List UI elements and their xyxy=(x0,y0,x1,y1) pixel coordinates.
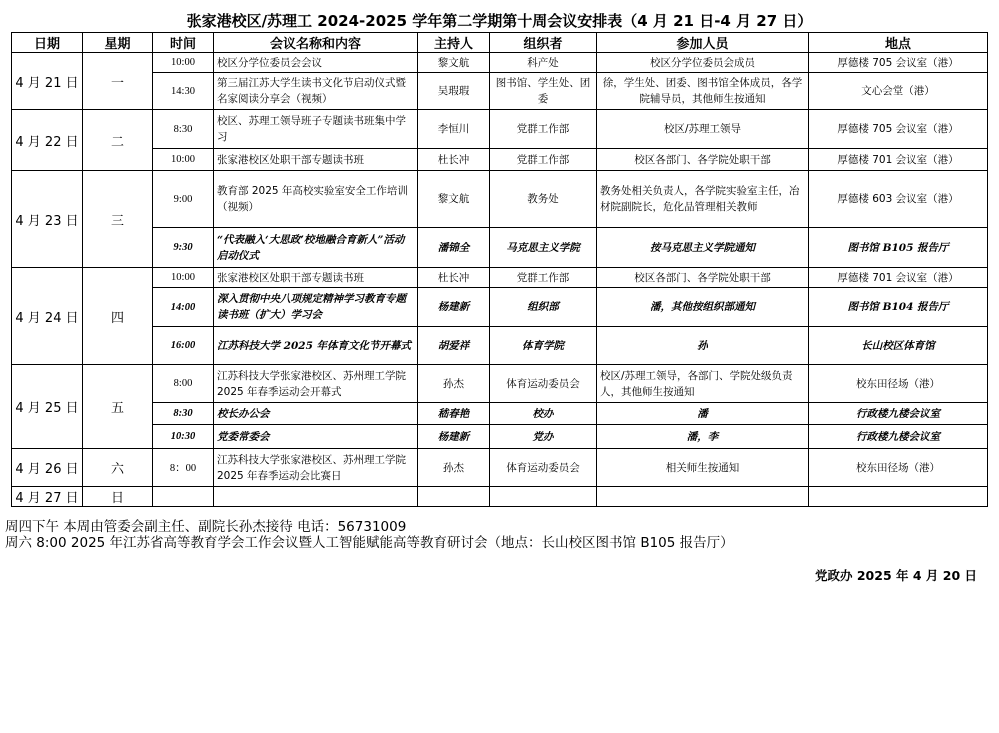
date-cell: 4 月 24 日 xyxy=(12,268,83,365)
table-row xyxy=(12,171,988,228)
meeting-cell: 深入贯彻中央八项规定精神学习教育专题读书班（扩大）学习会 xyxy=(214,288,418,327)
host-cell: 杜长冲 xyxy=(418,268,490,288)
table-row xyxy=(12,268,988,288)
header-date: 日期 xyxy=(12,33,83,53)
date-cell: 4 月 26 日 xyxy=(12,449,83,487)
schedule-table xyxy=(11,32,988,507)
time-cell: 10:00 xyxy=(153,268,214,288)
attendees-cell: 按马克思主义学院通知 xyxy=(597,228,809,268)
date-cell: 4 月 25 日 xyxy=(12,365,83,449)
location-cell: 校东田径场（港） xyxy=(809,365,988,403)
location-cell: 行政楼九楼会议室 xyxy=(809,403,988,425)
meeting-cell: 江苏科技大学 2025 年体育文化节开幕式 xyxy=(214,327,418,365)
header-organizer: 组织者 xyxy=(490,33,597,53)
attendees-cell: 校区/苏理工领导，各部门、学院处级负责人，其他师生按通知 xyxy=(597,365,809,403)
location-cell: 厚德楼 705 会议室（港） xyxy=(809,53,988,73)
table-row xyxy=(12,288,988,327)
host-cell: 孙杰 xyxy=(418,449,490,487)
meeting-cell: 教育部 2025 年高校实验室安全工作培训（视频） xyxy=(214,171,418,228)
time-cell: 8:00 xyxy=(153,365,214,403)
time-cell xyxy=(153,487,214,507)
meeting-cell: 校长办公会 xyxy=(214,403,418,425)
weekday-cell: 日 xyxy=(83,487,153,507)
date-cell: 4 月 22 日 xyxy=(12,110,83,171)
table-row xyxy=(12,449,988,487)
date-cell: 4 月 27 日 xyxy=(12,487,83,507)
location-cell: 厚德楼 701 会议室（港） xyxy=(809,268,988,288)
location-cell: 图书馆 B104 报告厅 xyxy=(809,288,988,327)
attendees-cell: 潘，李 xyxy=(597,425,809,449)
location-cell: 文心会堂（港） xyxy=(809,73,988,110)
time-cell: 9:00 xyxy=(153,171,214,228)
attendees-cell: 校区各部门、各学院处职干部 xyxy=(597,149,809,171)
host-cell: 胡爱祥 xyxy=(418,327,490,365)
attendees-cell: 教务处相关负责人，各学院实验室主任，冶材院副院长，危化品管理相关教师 xyxy=(597,171,809,228)
location-cell: 厚德楼 603 会议室（港） xyxy=(809,171,988,228)
table-row xyxy=(12,53,988,73)
table-row xyxy=(12,228,988,268)
meeting-cell: 校区、苏理工领导班子专题读书班集中学习 xyxy=(214,110,418,149)
meeting-cell: 张家港校区处职干部专题读书班 xyxy=(214,149,418,171)
weekday-cell: 四 xyxy=(83,268,153,365)
header-time: 时间 xyxy=(153,33,214,53)
organizer-cell: 体育学院 xyxy=(490,327,597,365)
table-row xyxy=(12,149,988,171)
time-cell: 16:00 xyxy=(153,327,214,365)
meeting-cell xyxy=(214,487,418,507)
attendees-cell: 孙 xyxy=(597,327,809,365)
header-meeting: 会议名称和内容 xyxy=(214,33,418,53)
location-cell: 行政楼九楼会议室 xyxy=(809,425,988,449)
footer-reception-note: 周四下午 本周由管委会副主任、副院长孙杰接待 电话：56731009 xyxy=(5,519,407,535)
time-cell: 14:30 xyxy=(153,73,214,110)
location-cell: 图书馆 B105 报告厅 xyxy=(809,228,988,268)
table-row xyxy=(12,365,988,403)
organizer-cell: 体育运动委员会 xyxy=(490,449,597,487)
host-cell: 杨建新 xyxy=(418,288,490,327)
host-cell: 杨建新 xyxy=(418,425,490,449)
host-cell: 杜长冲 xyxy=(418,149,490,171)
signature: 党政办 2025 年 4 月 20 日 xyxy=(815,568,977,583)
organizer-cell: 组织部 xyxy=(490,288,597,327)
host-cell: 孙杰 xyxy=(418,365,490,403)
meeting-cell: “代表融入‘大思政’校地融合育新人”活动启动仪式 xyxy=(214,228,418,268)
time-cell: 9:30 xyxy=(153,228,214,268)
date-cell: 4 月 23 日 xyxy=(12,171,83,268)
time-cell: 8：00 xyxy=(153,449,214,487)
host-cell: 李恒川 xyxy=(418,110,490,149)
organizer-cell: 党群工作部 xyxy=(490,149,597,171)
table-row xyxy=(12,487,988,507)
attendees-cell: 相关师生按通知 xyxy=(597,449,809,487)
table-row xyxy=(12,110,988,149)
location-cell: 长山校区体育馆 xyxy=(809,327,988,365)
date-cell: 4 月 21 日 xyxy=(12,53,83,110)
host-cell: 黎文航 xyxy=(418,53,490,73)
table-row xyxy=(12,327,988,365)
location-cell: 厚德楼 705 会议室（港） xyxy=(809,110,988,149)
time-cell: 10:30 xyxy=(153,425,214,449)
location-cell: 校东田径场（港） xyxy=(809,449,988,487)
organizer-cell: 图书馆、学生处、团委 xyxy=(490,73,597,110)
page-title: 张家港校区/苏理工 2024-2025 学年第二学期第十周会议安排表（4 月 21 日-4 月 27 日） xyxy=(186,12,813,30)
meeting-cell: 党委常委会 xyxy=(214,425,418,449)
time-cell: 14:00 xyxy=(153,288,214,327)
organizer-cell: 党办 xyxy=(490,425,597,449)
organizer-cell: 科产处 xyxy=(490,53,597,73)
time-cell: 8:30 xyxy=(153,403,214,425)
meeting-cell: 张家港校区处职干部专题读书班 xyxy=(214,268,418,288)
attendees-cell: 徐，学生处、团委、图书馆全体成员，各学院辅导员，其他师生按通知 xyxy=(597,73,809,110)
host-cell: 黎文航 xyxy=(418,171,490,228)
meeting-cell: 校区分学位委员会会议 xyxy=(214,53,418,73)
table-row xyxy=(12,403,988,425)
organizer-cell: 校办 xyxy=(490,403,597,425)
header-location: 地点 xyxy=(809,33,988,53)
organizer-cell: 马克思主义学院 xyxy=(490,228,597,268)
header-row xyxy=(12,33,988,53)
location-cell: 厚德楼 701 会议室（港） xyxy=(809,149,988,171)
header-weekday: 星期 xyxy=(83,33,153,53)
table-row xyxy=(12,73,988,110)
host-cell: 潘锦全 xyxy=(418,228,490,268)
attendees-cell: 校区/苏理工领导 xyxy=(597,110,809,149)
header-host: 主持人 xyxy=(418,33,490,53)
organizer-cell: 党群工作部 xyxy=(490,268,597,288)
attendees-cell: 校区各部门、各学院处职干部 xyxy=(597,268,809,288)
organizer-cell: 党群工作部 xyxy=(490,110,597,149)
attendees-cell xyxy=(597,487,809,507)
time-cell: 8:30 xyxy=(153,110,214,149)
weekday-cell: 五 xyxy=(83,365,153,449)
meeting-cell: 第三届江苏大学生读书文化节启动仪式暨名家阅读分享会（视频） xyxy=(214,73,418,110)
organizer-cell xyxy=(490,487,597,507)
footer-saturday-note: 周六 8:00 2025 年江苏省高等教育学会工作会议暨人工智能赋能高等教育研讨会（地点：长山校区图书馆 B105 报告厅） xyxy=(5,535,734,551)
table-row xyxy=(12,425,988,449)
weekday-cell: 六 xyxy=(83,449,153,487)
header-attendees: 参加人员 xyxy=(597,33,809,53)
weekday-cell: 二 xyxy=(83,110,153,171)
attendees-cell: 潘 xyxy=(597,403,809,425)
weekday-cell: 一 xyxy=(83,53,153,110)
organizer-cell: 体育运动委员会 xyxy=(490,365,597,403)
meeting-cell: 江苏科技大学张家港校区、苏州理工学院 2025 年春季运动会开幕式 xyxy=(214,365,418,403)
host-cell: 吴瑕瑕 xyxy=(418,73,490,110)
time-cell: 10:00 xyxy=(153,53,214,73)
host-cell: 嵇春艳 xyxy=(418,403,490,425)
weekday-cell: 三 xyxy=(83,171,153,268)
attendees-cell: 潘，其他按组织部通知 xyxy=(597,288,809,327)
organizer-cell: 教务处 xyxy=(490,171,597,228)
meeting-cell: 江苏科技大学张家港校区、苏州理工学院 2025 年春季运动会比赛日 xyxy=(214,449,418,487)
location-cell xyxy=(809,487,988,507)
time-cell: 10:00 xyxy=(153,149,214,171)
attendees-cell: 校区分学位委员会成员 xyxy=(597,53,809,73)
host-cell xyxy=(418,487,490,507)
